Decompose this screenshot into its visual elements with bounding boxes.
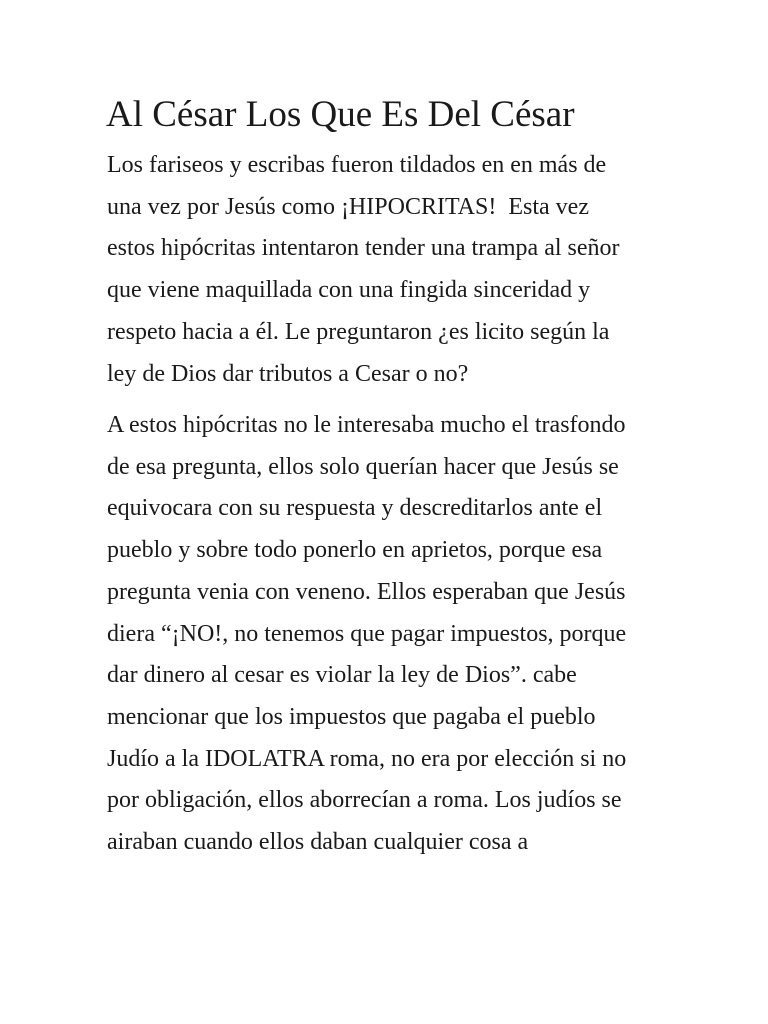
paragraph-1: [107, 145, 707, 395]
text-line: estos hipócritas intentaron tender una trampa al señor: [107, 235, 620, 262]
text-line: A estos hipócritas no le interesaba mucho el trasfondo: [107, 412, 626, 438]
text-line: Los fariseos y escribas fueron tildados en en más de: [107, 152, 607, 178]
paragraph-2: [107, 405, 707, 864]
text-line: pregunta venia con veneno. Ellos esperaban que Jesús: [107, 578, 626, 605]
text-line: mencionar que los impuestos que pagaba el pueblo: [107, 703, 596, 730]
text-line: por obligación, ellos aborrecían a roma. Los judíos se: [107, 787, 622, 814]
text-line: dar dinero al cesar es violar la ley de Dios”. cabe: [107, 662, 577, 689]
text-line: airaban cuando ellos daban cualquier cosa a: [107, 829, 529, 856]
text-line: Judío a la IDOLATRA roma, no era por elección si no: [107, 745, 627, 772]
text-line: pueblo y sobre todo ponerlo en aprietos, porque esa: [107, 537, 603, 564]
text-line: de esa pregunta, ellos solo querían hacer que Jesús se: [107, 453, 619, 480]
text-line: que viene maquillada con una fingida sinceridad y: [107, 277, 591, 304]
document-title: Al César Los Que Es Del César: [106, 94, 575, 135]
text-line: respeto hacia a él. Le preguntaron ¿es licito según la: [107, 318, 610, 345]
text-line: ley de Dios dar tributos a Cesar o no?: [107, 360, 469, 387]
text-line: equivocara con su respuesta y descreditarlos ante el: [107, 495, 603, 522]
text-line: una vez por Jesús como ¡HIPOCRITAS! Esta vez: [107, 193, 589, 220]
text-line: diera “¡NO!, no tenemos que pagar impuestos, porque: [107, 620, 627, 647]
